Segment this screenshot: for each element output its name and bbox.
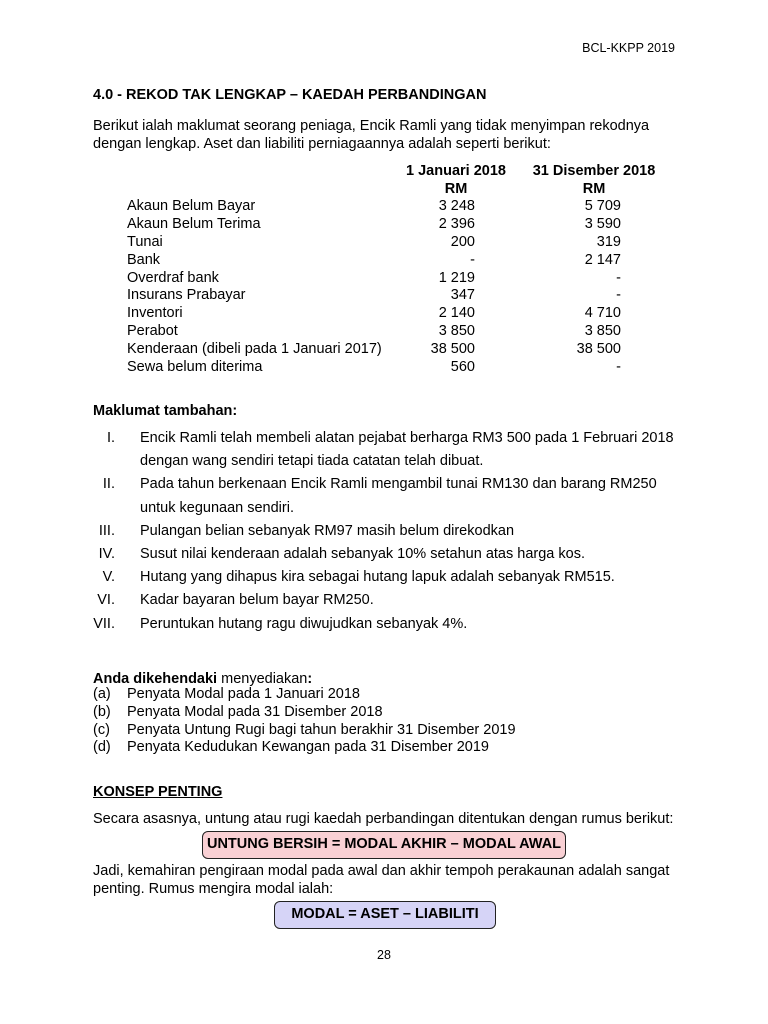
- row-value-2018-jan: 2 396: [438, 215, 475, 232]
- row-label: Kenderaan (dibeli pada 1 Januari 2017): [127, 341, 382, 358]
- item-number: II.: [102, 476, 115, 493]
- row-label: Tunai: [127, 233, 163, 250]
- table-row: [127, 216, 627, 234]
- row-label: Akaun Belum Bayar: [127, 198, 256, 214]
- key-concept-title: KONSEP PENTING: [93, 784, 223, 800]
- row-value-2018-dec: -: [616, 287, 621, 304]
- page-number: 28: [377, 948, 391, 962]
- list-item: [93, 704, 516, 722]
- column-header-31-december-2018: [528, 163, 660, 198]
- table-row: [127, 323, 627, 341]
- item-text: Encik Ramli telah membeli alatan pejabat berharga RM3 500 pada 1 Februari 2018 dengan wang sendiri tetapi tiada catatan telah dibuat.: [140, 430, 674, 470]
- row-value-2018-dec: -: [616, 269, 621, 286]
- row-value-2018-jan: 38 500: [430, 341, 475, 358]
- item-text: Penyata Untung Rugi bagi tahun berakhir 31 Disember 2019: [127, 721, 516, 738]
- item-text: Peruntukan hutang ragu diwujudkan sebanyak 4%.: [140, 615, 468, 632]
- column-date: 1 Januari 2018: [406, 163, 506, 179]
- table-row: [127, 287, 627, 305]
- row-value-2018-jan: 200: [450, 233, 475, 250]
- row-value-2018-jan: 1 219: [438, 269, 475, 286]
- item-letter: (c): [93, 721, 110, 738]
- row-label: Bank: [127, 251, 161, 268]
- table-row: [127, 359, 627, 377]
- row-value-2018-dec: 4 710: [584, 305, 621, 322]
- additional-info-list: [93, 427, 693, 636]
- list-item: [93, 722, 516, 740]
- row-value-2018-dec: 2 147: [584, 251, 621, 268]
- column-date: 31 Disember 2018: [532, 163, 656, 179]
- row-label: Perabot: [127, 323, 178, 340]
- section-title: 4.0 - REKOD TAK LENGKAP – KAEDAH PERBANDINGAN: [93, 87, 487, 103]
- requirements-title: [93, 671, 312, 687]
- row-value-2018-dec: -: [616, 359, 621, 376]
- row-value-2018-jan: 3 248: [438, 198, 475, 214]
- row-value-2018-jan: -: [470, 251, 475, 268]
- list-item: [93, 613, 693, 636]
- table-row: [127, 270, 627, 288]
- item-text: Susut nilai kenderaan adalah sebanyak 10% setahun atas harga kos.: [140, 546, 585, 563]
- item-number: V.: [102, 569, 115, 586]
- requirements-title-bold: Anda dikehendaki: [93, 671, 218, 687]
- row-label: Akaun Belum Terima: [127, 215, 261, 232]
- capital-explanation-text: Jadi, kemahiran pengiraan modal pada awal dan akhir tempoh perakaunan adalah sangat penting. Rumus mengira modal ialah:: [93, 863, 670, 897]
- list-item: [93, 739, 516, 757]
- row-value-2018-jan: 3 850: [438, 323, 475, 340]
- row-value-2018-dec: 5 709: [584, 198, 621, 214]
- list-item: [93, 686, 516, 704]
- row-label: Sewa belum diterima: [127, 359, 263, 376]
- table-row: [127, 198, 627, 216]
- requirements-title-rest: menyediakan: [217, 671, 308, 687]
- intro-paragraph: Berikut ialah maklumat seorang peniaga, Encik Ramli yang tidak menyimpan rekodnya dengan lengkap. Aset dan liabiliti perniagaannya adalah seperti berikut:: [93, 118, 650, 152]
- list-item: [93, 427, 693, 473]
- row-value-2018-dec: 3 590: [584, 215, 621, 232]
- table-row: [127, 305, 627, 323]
- assets-liabilities-table: [127, 198, 627, 377]
- row-label: Overdraf bank: [127, 269, 219, 286]
- item-letter: (b): [93, 703, 111, 720]
- list-item: [93, 543, 693, 566]
- row-value-2018-jan: 2 140: [438, 305, 475, 322]
- key-concept-text: Secara asasnya, untung atau rugi kaedah perbandingan ditentukan dengan rumus berikut:: [93, 811, 674, 827]
- item-text: Pada tahun berkenaan Encik Ramli mengambil tunai RM130 dan barang RM250 untuk kegunaan sendiri.: [140, 476, 657, 516]
- item-text: Penyata Kedudukan Kewangan pada 31 Disember 2019: [127, 739, 489, 756]
- requirements-title-colon: :: [307, 671, 313, 687]
- row-label: Insurans Prabayar: [127, 287, 246, 304]
- table-row: [127, 234, 627, 252]
- row-value-2018-jan: 347: [450, 287, 475, 304]
- row-value-2018-dec: 3 850: [584, 323, 621, 340]
- row-value-2018-jan: 560: [450, 359, 475, 376]
- item-text: Penyata Modal pada 31 Disember 2018: [127, 703, 383, 720]
- list-item: [93, 520, 693, 543]
- row-value-2018-dec: 319: [596, 233, 621, 250]
- item-text: Pulangan belian sebanyak RM97 masih belum direkodkan: [140, 522, 515, 539]
- list-item: [93, 589, 693, 612]
- column-unit: RM: [582, 180, 606, 197]
- item-text: Kadar bayaran belum bayar RM250.: [140, 592, 374, 609]
- row-value-2018-dec: 38 500: [576, 341, 621, 358]
- column-unit: RM: [444, 180, 468, 197]
- table-row: [127, 341, 627, 359]
- net-profit-formula-box: UNTUNG BERSIH = MODAL AKHIR – MODAL AWAL: [202, 831, 566, 859]
- capital-formula-box: MODAL = ASET – LIABILITI: [274, 901, 496, 929]
- item-number: VII.: [93, 615, 115, 632]
- additional-info-title: Maklumat tambahan:: [93, 403, 238, 419]
- list-item: [93, 473, 693, 519]
- item-number: III.: [98, 522, 115, 539]
- document-code: BCL-KKPP 2019: [582, 41, 675, 55]
- table-row: [127, 252, 627, 270]
- item-letter: (a): [93, 686, 111, 702]
- item-number: VI.: [97, 592, 115, 609]
- item-text: Hutang yang dihapus kira sebagai hutang lapuk adalah sebanyak RM515.: [140, 569, 615, 586]
- list-item: [93, 566, 693, 589]
- item-letter: (d): [93, 739, 111, 756]
- item-number: I.: [106, 430, 115, 446]
- item-text: Penyata Modal pada 1 Januari 2018: [127, 686, 360, 702]
- row-label: Inventori: [127, 305, 183, 322]
- item-number: IV.: [98, 546, 115, 563]
- requirements-list: [93, 686, 516, 757]
- column-header-1-january-2018: [398, 163, 514, 198]
